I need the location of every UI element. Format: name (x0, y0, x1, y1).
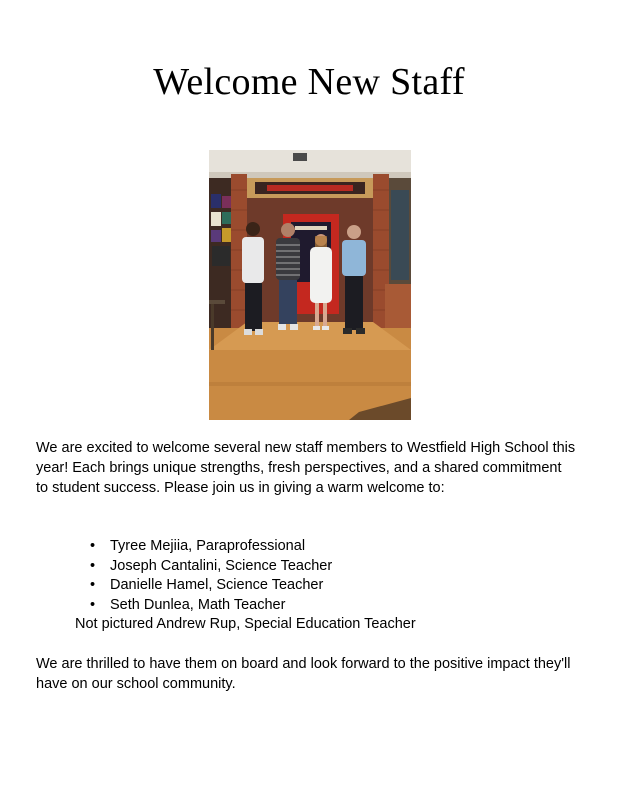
not-pictured-note: Not pictured Andrew Rup, Special Education Teacher (75, 616, 416, 632)
intro-paragraph: We are excited to welcome several new staff members to Westfield High School this year! Each brings unique strengths, fresh perspectives, and a shared commitment to student success. Please join us in giving a warm welcome to: (36, 440, 576, 496)
list-item: • Tyree Mejiia, Paraprofessional (90, 537, 332, 557)
list-item: • Seth Dunlea, Math Teacher (90, 596, 332, 616)
staff-group-photo (209, 150, 411, 420)
page-title: Welcome New Staff (153, 61, 465, 103)
list-item: • Danielle Hamel, Science Teacher (90, 576, 332, 596)
new-staff-list (90, 537, 332, 615)
closing-paragraph: We are thrilled to have them on board and look forward to the positive impact they'll have on our school community. (36, 656, 571, 692)
list-item: • Joseph Cantalini, Science Teacher (90, 557, 332, 577)
